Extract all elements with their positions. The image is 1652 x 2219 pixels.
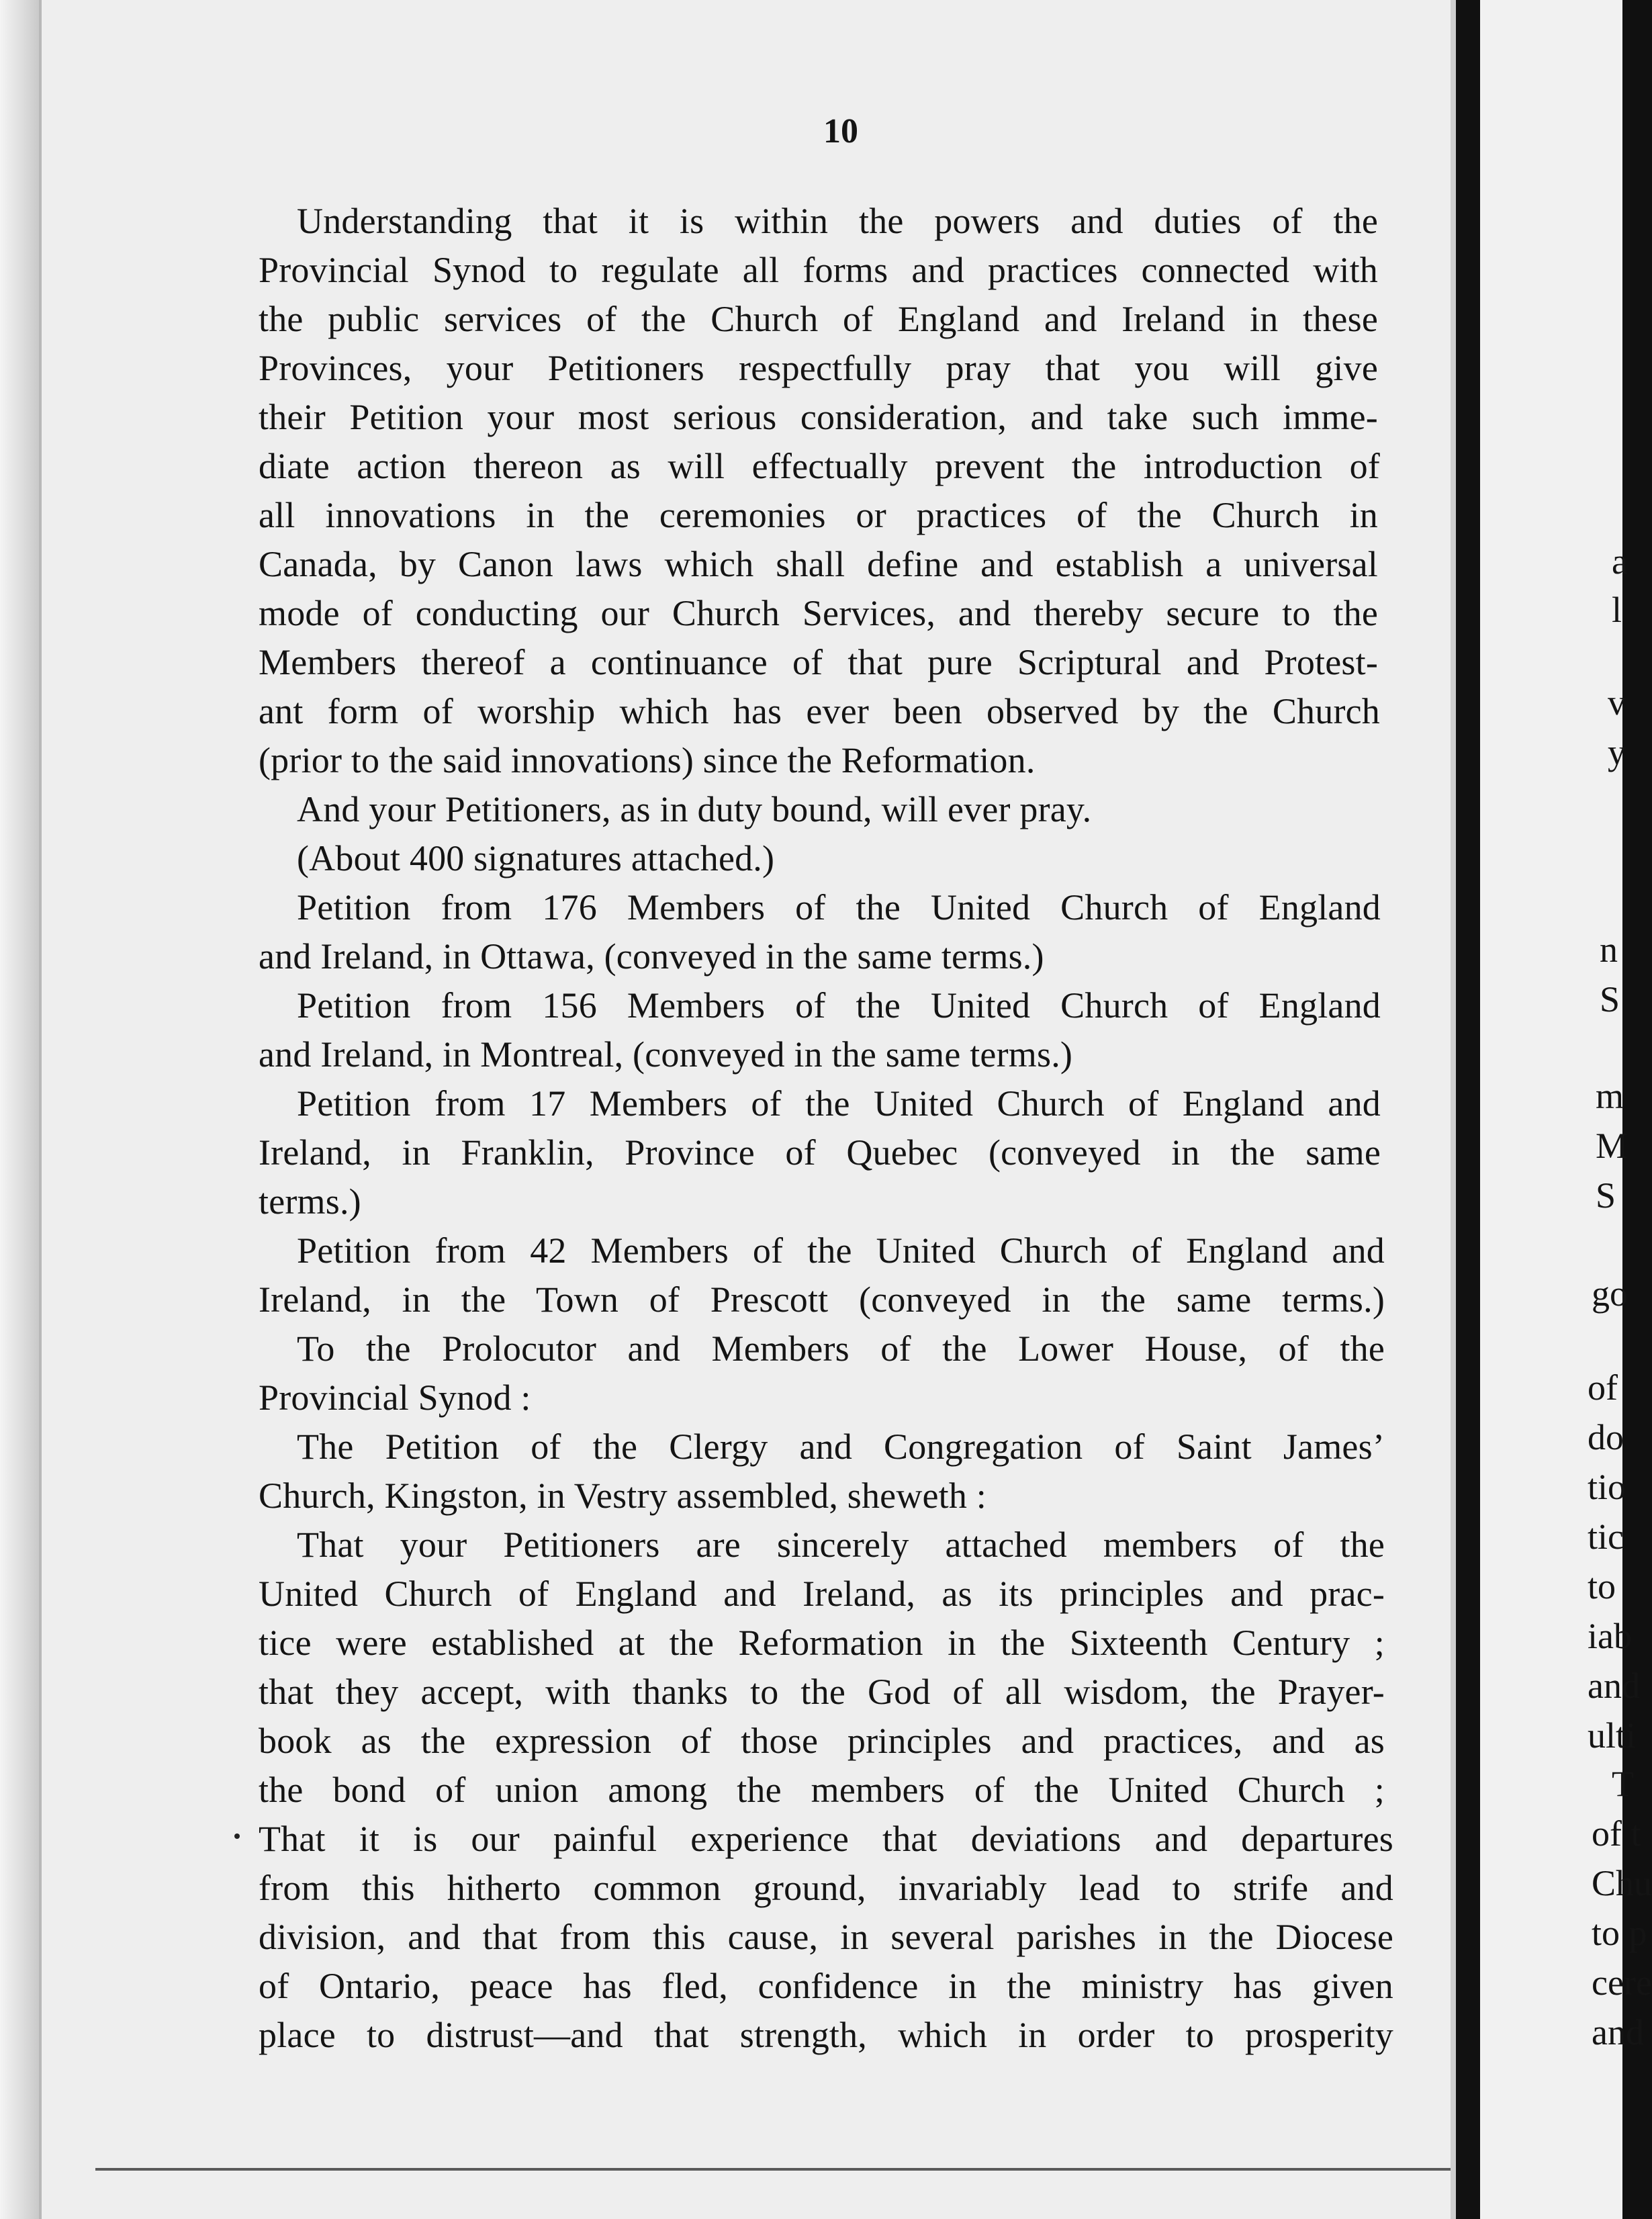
adjacent-fragment: a <box>1612 541 1628 582</box>
text-line: Petition from 17 Members of the United Church of England and <box>297 1083 1381 1124</box>
adjacent-fragment: m <box>1596 1076 1624 1116</box>
text-line: Provinces, your Petitioners respectfully pray that you will give <box>259 348 1378 388</box>
text-line: their Petition your most serious consideration, and take such imme- <box>259 397 1378 437</box>
page-10 <box>42 0 1456 2219</box>
text-line: Church, Kingston, in Vestry assembled, sheweth : <box>259 1476 986 1516</box>
text-line: That your Petitioners are sincerely attached members of the <box>297 1525 1385 1565</box>
text-line: book as the expression of those principles and practices, and as <box>259 1721 1385 1761</box>
adjacent-fragment: cere <box>1592 1962 1652 2003</box>
text-line: and Ireland, in Montreal, (conveyed in the same terms.) <box>259 1034 1073 1075</box>
adjacent-fragment: and <box>1588 1666 1640 1706</box>
text-line: The Petition of the Clergy and Congregation of Saint James’ <box>297 1426 1385 1467</box>
text-line: terms.) <box>259 1181 361 1222</box>
text-line: that they accept, with thanks to the God of all wisdom, the Prayer- <box>259 1672 1385 1712</box>
page-bottom-edge <box>95 2168 1496 2171</box>
adjacent-fragment: of <box>1588 1367 1618 1408</box>
text-line: the bond of union among the members of the United Church ; <box>259 1770 1385 1810</box>
adjacent-fragment: v <box>1608 682 1626 723</box>
book-gutter <box>1456 0 1480 2219</box>
text-line: all innovations in the ceremonies or practices of the Church in <box>259 495 1378 535</box>
text-line: and Ireland, in Ottawa, (conveyed in the same terms.) <box>259 936 1044 977</box>
gutter-highlight <box>1451 0 1456 2219</box>
text-line: diate action thereon as will effectually prevent the introduction of <box>259 446 1380 486</box>
page-number: 10 <box>823 112 858 150</box>
text-line: division, and that from this cause, in several parishes in the Diocese <box>259 1917 1393 1957</box>
adjacent-fragment: T <box>1612 1764 1634 1804</box>
adjacent-fragment: l <box>1612 590 1622 630</box>
adjacent-page-edge <box>1480 0 1652 2219</box>
text-line: Petition from 42 Members of the United Church of England and <box>297 1230 1385 1271</box>
left-page-edge <box>0 0 39 2219</box>
text-line: Provincial Synod to regulate all forms and practices connected with <box>259 250 1378 290</box>
text-line: Ireland, in the Town of Prescott (conveyed in the same terms.) <box>259 1279 1385 1320</box>
text-line: Ireland, in Franklin, Province of Quebec (conveyed in the same <box>259 1132 1381 1173</box>
text-line: United Church of England and Ireland, as its principles and prac- <box>259 1574 1385 1614</box>
text-line: tice were established at the Reformation in the Sixteenth Century ; <box>259 1623 1385 1663</box>
text-line: (About 400 signatures attached.) <box>297 838 775 878</box>
adjacent-fragment: n <box>1600 930 1618 970</box>
text-line: place to distrust—and that strength, which in order to prosperity <box>259 2015 1393 2055</box>
text-line: Members thereof a continuance of that pure Scriptural and Protest- <box>259 642 1378 682</box>
text-line: (prior to the said innovations) since the Reformation. <box>259 740 1036 780</box>
adjacent-fragment: y <box>1608 732 1626 772</box>
text-line: Provincial Synod : <box>259 1377 531 1418</box>
text-line: To the Prolocutor and Members of the Lower House, of the <box>297 1328 1385 1369</box>
text-line: Canada, by Canon laws which shall define and establish a universal <box>259 544 1378 584</box>
adjacent-fragment: tio <box>1588 1467 1626 1507</box>
body-text <box>42 0 1456 2219</box>
adjacent-fragment: tic <box>1588 1516 1624 1557</box>
adjacent-fragment: S <box>1596 1175 1616 1216</box>
adjacent-fragment: M <box>1596 1126 1628 1166</box>
adjacent-fragment: to <box>1588 1566 1616 1606</box>
text-line: And your Petitioners, as in duty bound, will ever pray. <box>297 789 1092 829</box>
print-speck <box>234 1833 240 1839</box>
text-line: That it is our painful experience that deviations and departures <box>259 1819 1393 1859</box>
adjacent-fragment: ulti <box>1588 1715 1637 1756</box>
text-line: from this hitherto common ground, invariably lead to strife and <box>259 1868 1393 1908</box>
text-line: the public services of the Church of England and Ireland in these <box>259 299 1378 339</box>
adjacent-fragment: iab <box>1588 1616 1632 1656</box>
text-line: of Ontario, peace has fled, confidence in the ministry has given <box>259 1966 1393 2006</box>
text-line: Petition from 156 Members of the United Church of England <box>297 985 1381 1026</box>
adjacent-fragment: to p <box>1592 1913 1647 1953</box>
adjacent-fragment: do <box>1588 1417 1624 1457</box>
adjacent-fragment: go <box>1592 1273 1628 1314</box>
adjacent-fragment: Chu <box>1592 1863 1652 1903</box>
text-line: Understanding that it is within the powers and duties of the <box>297 201 1378 241</box>
text-line: ant form of worship which has ever been observed by the Church <box>259 691 1380 731</box>
text-line: mode of conducting our Church Services, and thereby secure to the <box>259 593 1378 633</box>
adjacent-fragment: S <box>1600 979 1620 1020</box>
adjacent-fragment: and <box>1592 2012 1644 2052</box>
adjacent-fragment: of t <box>1592 1813 1641 1854</box>
text-line: Petition from 176 Members of the United Church of England <box>297 887 1381 927</box>
